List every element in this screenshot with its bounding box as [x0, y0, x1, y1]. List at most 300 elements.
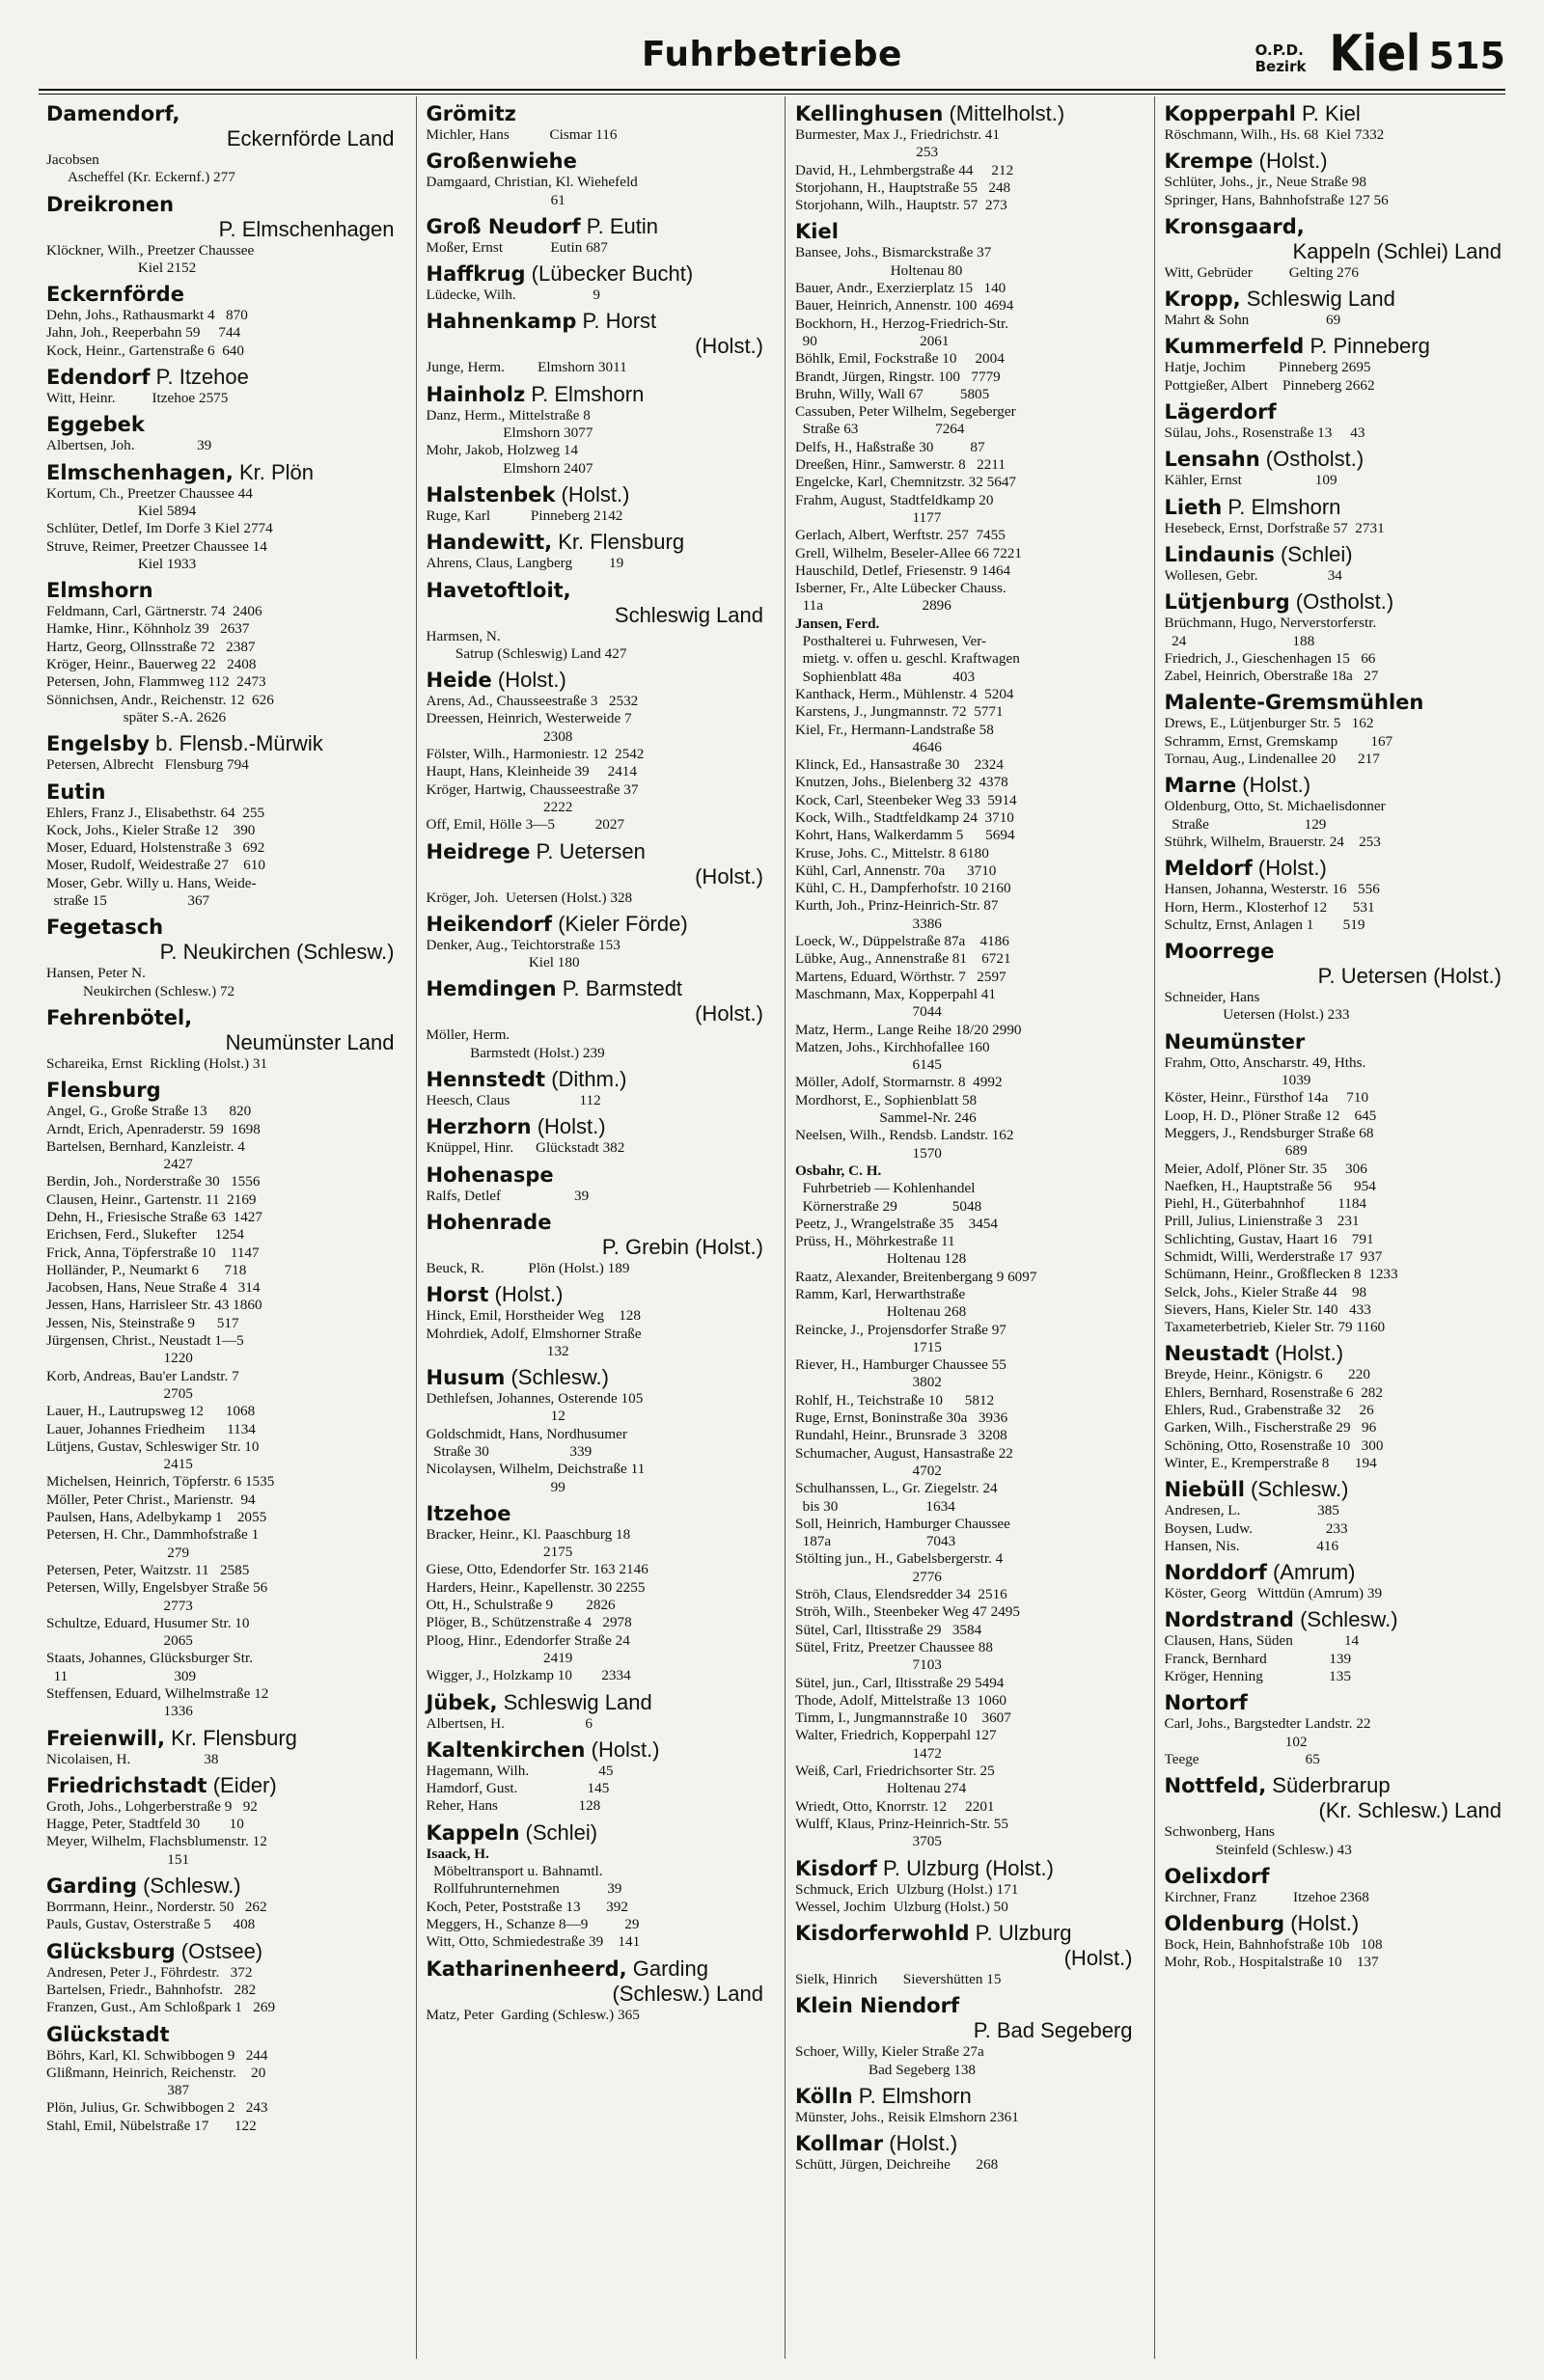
listing-entry: Ascheffel (Kr. Eckernf.) 277: [46, 169, 235, 186]
place-heading: [1165, 1607, 1503, 1632]
place-name: Heidrege: [426, 839, 531, 863]
place-heading: [1165, 1911, 1503, 1936]
listing-entry: Hagge, Peter, Stadtfeld 30 10: [46, 1816, 244, 1833]
listing-entry: Ströh, Claus, Elendsredder 34 2516: [795, 1586, 1007, 1603]
listing-entry: 3802: [795, 1374, 942, 1391]
place-suffix: (Holst.): [883, 2131, 958, 2156]
place-heading: [427, 1235, 764, 1260]
listing-entry: 7044: [795, 1003, 942, 1021]
place-suffix: P. Bad Segeberg: [973, 2018, 1133, 2043]
header-rule-thin: [39, 94, 1505, 95]
listing-entry: Schmuck, Erich Ulzburg (Holst.) 171: [795, 1880, 1019, 1898]
place-heading: [46, 1874, 395, 1899]
listing-entry: Clausen, Hans, Süden 14: [1164, 1632, 1360, 1650]
place-heading: [427, 1820, 764, 1846]
listing-entry: Andresen, L. 385: [1164, 1502, 1339, 1519]
listing-entry: Kock, Johs., Kieler Straße 12 390: [46, 821, 256, 838]
place-suffix: (Dithm.): [545, 1067, 627, 1092]
listing-entry: 2705: [46, 1384, 193, 1402]
listing-entry: Körnerstraße 29 5048: [795, 1197, 982, 1215]
listing-entry: Lübke, Aug., Annenstraße 81 6721: [795, 950, 1011, 968]
place-heading: [427, 1210, 764, 1235]
listing-entry: Bansee, Johs., Bismarckstraße 37: [795, 244, 992, 261]
listing-entry: Pottgießer, Albert Pinneberg 2662: [1164, 376, 1375, 394]
place-heading: [427, 839, 764, 864]
place-name: Havetoftloit,: [426, 578, 571, 602]
listing-entry: Kröger, Henning 135: [1164, 1668, 1351, 1685]
place-name: Horst: [426, 1283, 489, 1307]
listing-entry: Michler, Hans Cismar 116: [426, 126, 618, 143]
listing-entry: Ramm, Karl, Herwarthstraße: [795, 1286, 966, 1302]
place-name: Moorrege: [1164, 940, 1275, 964]
listing-entry: Hamdorf, Gust. 145: [426, 1780, 610, 1797]
listing-entry: Meyer, Wilhelm, Flachsblumenstr. 12: [46, 1833, 267, 1850]
listing-entry: Satrup (Schleswig) Land 427: [426, 644, 627, 662]
listing-entry: Ott, H., Schulstraße 9 2826: [426, 1597, 616, 1614]
place-heading: [795, 1946, 1133, 1971]
place-name: Heide: [426, 669, 492, 693]
listing-entry: Mordhorst, E., Sophienblatt 58: [795, 1091, 978, 1108]
listing-entry: 2308: [426, 727, 573, 745]
listing-entry: Steinfeld (Schlesw.) 43: [1164, 1841, 1352, 1858]
listing-entry: Groth, Johs., Lohgerberstraße 9 92: [46, 1797, 258, 1815]
page-number: 515: [1428, 35, 1505, 77]
place-name: Norddorf: [1164, 1561, 1267, 1585]
listing-entry: 2415: [46, 1456, 193, 1473]
listing-entry: Holtenau 128: [795, 1250, 967, 1268]
listing-entry: Zabel, Heinrich, Oberstraße 18a 27: [1164, 668, 1379, 685]
place-heading: [427, 1282, 764, 1307]
listing-entry: Hatje, Jochim Pinneberg 2695: [1164, 359, 1371, 376]
listing-entry: Ehlers, Rud., Grabenstraße 32 26: [1164, 1402, 1374, 1419]
listing-entry: Dehn, H., Friesische Straße 63 1427: [46, 1208, 262, 1225]
place-suffix: (Schlesw.) Land: [612, 1981, 763, 2006]
listing-entry: Arndt, Erich, Apenraderstr. 59 1698: [46, 1120, 261, 1137]
place-heading: [427, 309, 764, 334]
place-suffix: (Holst.): [585, 1737, 660, 1762]
place-heading: [1165, 939, 1503, 964]
listing-entry: Moser, Rudolf, Weidestraße 27 610: [46, 857, 265, 874]
listing-entry: Damgaard, Christian, Kl. Wiehefeld: [426, 174, 638, 191]
place-heading: [795, 2084, 1133, 2109]
listing-entry: Sammel-Nr. 246: [795, 1109, 977, 1127]
opd-line-1: O.P.D.: [1254, 41, 1304, 59]
listing-entry: Frahm, Otto, Anscharstr. 49, Hths.: [1164, 1053, 1366, 1071]
place-name: Lensahn: [1164, 448, 1260, 472]
listing-entry: Sülau, Johs., Rosenstraße 13 43: [1164, 424, 1365, 442]
listing-entry: 132: [426, 1342, 569, 1359]
listing-entry: Petersen, H. Chr., Dammhofstraße 1: [46, 1526, 260, 1544]
place-heading: [1165, 542, 1503, 567]
place-heading: [795, 219, 1133, 244]
place-heading: [427, 334, 764, 359]
place-suffix: (Lübecker Bucht): [525, 261, 694, 287]
place-heading: [427, 1737, 764, 1763]
listing-entry: Böhrs, Karl, Kl. Schwibbogen 9 244: [46, 2046, 268, 2064]
place-heading: [427, 530, 764, 555]
listing-entry: Denker, Aug., Teichtorstraße 153: [426, 936, 620, 953]
place-name: Elmshorn: [46, 579, 153, 603]
listing-entry: Martens, Eduard, Wörthstr. 7 2597: [795, 968, 1006, 985]
listing-entry: Klöckner, Wilh., Preetzer Chaussee: [46, 241, 255, 259]
place-heading: [795, 101, 1133, 126]
listing-entry: Witt, Gebrüder Gelting 276: [1164, 263, 1359, 281]
place-heading: [427, 578, 764, 603]
listing-entry: Hansen, Johanna, Westerstr. 16 556: [1164, 881, 1380, 898]
place-name: Kiel: [795, 220, 839, 244]
place-name: Haffkrug: [426, 262, 526, 287]
place-heading: [1165, 334, 1503, 359]
listing-entry: Mahrt & Sohn 69: [1164, 312, 1341, 329]
listing-entry: Delfs, H., Haßstraße 30 87: [795, 438, 985, 455]
listing-entry: Petersen, Peter, Waitzstr. 11 2585: [46, 1561, 250, 1578]
listing-entry: Kurth, Joh., Prinz-Heinrich-Str. 87: [795, 897, 999, 915]
listing-entry: Hagemann, Wilh. 45: [426, 1762, 614, 1779]
place-suffix: Eckernförde Land: [226, 126, 395, 150]
place-heading: [46, 412, 395, 437]
place-name: Oelixdorf: [1164, 1864, 1270, 1888]
listing-entry: Posthalterei u. Fuhrwesen, Ver-: [795, 633, 987, 650]
place-heading: [427, 1690, 764, 1715]
place-suffix: P. Pinneberg: [1304, 334, 1430, 359]
listing-entry: Mohr, Rob., Hospitalstraße 10 137: [1164, 1954, 1379, 1971]
column-1: [46, 96, 395, 2359]
place-heading: [427, 1163, 764, 1188]
listing-entry: Dethlefsen, Johannes, Osterende 105: [426, 1390, 644, 1408]
place-suffix: Kappeln (Schlei) Land: [1292, 238, 1502, 263]
listing-entry: Fuhrbetrieb — Kohlenhandel: [795, 1180, 976, 1197]
place-name: Lütjenburg: [1164, 590, 1290, 615]
listing-entry: Steffensen, Eduard, Wilhelmstraße 12: [46, 1685, 269, 1702]
place-name: Eggebek: [46, 413, 145, 437]
listing-entry: Oldenburg, Otto, St. Michaelisdonner: [1164, 798, 1386, 815]
listing-entry: Danz, Herm., Mittelstraße 8: [426, 406, 591, 424]
listing-entry: Wollesen, Gebr. 34: [1164, 566, 1342, 584]
listing-entry: 2773: [46, 1597, 193, 1614]
listing-entry: Köster, Georg Wittdün (Amrum) 39: [1164, 1585, 1383, 1602]
listing-entry: Wigger, J., Holzkamp 10 2334: [426, 1667, 631, 1684]
place-name: Kisdorf: [795, 1856, 877, 1880]
place-suffix: (Amrum): [1266, 1560, 1356, 1585]
listing-entry: Horn, Herm., Klosterhof 12 531: [1164, 898, 1375, 916]
place-suffix: (Ostholst.): [1289, 589, 1394, 615]
place-heading: [1165, 399, 1503, 424]
listing-entry: Raatz, Alexander, Breitenbergang 9 6097: [795, 1268, 1037, 1285]
place-suffix: P. Elmshorn: [1222, 494, 1341, 519]
place-heading: [427, 1956, 764, 1982]
listing-entry: Bruhn, Willy, Wall 67 5805: [795, 385, 990, 402]
listing-entry: Karstens, J., Jungmannstr. 72 5771: [795, 703, 1004, 721]
place-name: Heikendorf: [426, 912, 553, 936]
place-heading: [795, 2018, 1133, 2043]
listing-entry: Naefken, H., Hauptstraße 56 954: [1164, 1177, 1376, 1194]
place-name: Kronsgaard,: [1164, 214, 1305, 238]
listing-entry: Osbahr, C. H.: [795, 1162, 882, 1179]
listing-entry: Rollfuhrunternehmen 39: [426, 1880, 622, 1898]
section-title: Fuhrbetriebe: [642, 35, 902, 74]
listing-entry: Korb, Andreas, Bau'er Landstr. 7: [46, 1367, 239, 1384]
listing-entry: 2419: [426, 1649, 573, 1666]
listing-entry: 90 2061: [795, 332, 950, 349]
place-name: Lindaunis: [1164, 542, 1275, 566]
listing-entry: Rundahl, Heinr., Brunsrade 3 3208: [795, 1427, 1007, 1444]
place-heading: [427, 214, 764, 239]
place-suffix: P. Ulzburg: [969, 1921, 1072, 1946]
place-suffix: Kr. Plön: [233, 459, 314, 484]
place-name: Engelsby: [46, 732, 150, 756]
place-suffix: (Holst.): [695, 863, 763, 889]
place-heading: [46, 1726, 395, 1751]
listing-entry: Bauer, Andr., Exerzierplatz 15 140: [795, 280, 1006, 297]
listing-entry: Ruge, Ernst, Boninstraße 30a 3936: [795, 1409, 1008, 1427]
place-heading: [1165, 1773, 1503, 1798]
place-name: Grömitz: [426, 102, 516, 125]
listing-entry: Ahrens, Claus, Langberg 19: [426, 555, 624, 572]
place-name: Halstenbek: [426, 482, 556, 506]
listing-entry: 2776: [795, 1568, 942, 1585]
place-suffix: (Holst.): [531, 1114, 606, 1139]
listing-entry: Albertsen, Joh. 39: [46, 437, 212, 454]
listing-entry: Storjohann, H., Hauptstraße 55 248: [795, 178, 1011, 196]
listing-entry: Matzen, Johs., Kirchhofallee 160: [795, 1038, 990, 1055]
listing-entry: Riever, H., Hamburger Chaussee 55: [795, 1356, 1006, 1374]
listing-entry: Moßer, Ernst Eutin 687: [426, 238, 608, 256]
listing-entry: Sütel, jun., Carl, Iltisstraße 29 5494: [795, 1674, 1005, 1691]
listing-columns: [46, 96, 1502, 2359]
listing-entry: Straße 30 339: [426, 1442, 593, 1460]
place-name: Eckernförde: [46, 283, 184, 307]
place-name: Handewitt,: [426, 531, 553, 555]
place-heading: [1165, 101, 1503, 126]
listing-entry: Sielk, Hinrich Sievershütten 15: [795, 1971, 1002, 1988]
place-heading: [46, 365, 395, 390]
listing-entry: Franck, Bernhard 139: [1164, 1650, 1352, 1667]
place-heading: [427, 1982, 764, 2007]
listing-entry: Struve, Reimer, Preetzer Chaussee 14: [46, 537, 267, 555]
place-suffix: P. Barmstedt: [556, 976, 683, 1001]
listing-entry: Schumacher, August, Hansastraße 22: [795, 1444, 1013, 1462]
listing-entry: Ströh, Wilh., Steenbeker Weg 47 2495: [795, 1603, 1020, 1621]
place-heading: [427, 101, 764, 126]
listing-entry: Bracker, Heinr., Kl. Paaschburg 18: [426, 1525, 631, 1543]
listing-entry: 12: [426, 1408, 565, 1425]
place-name: Nordstrand: [1164, 1608, 1294, 1632]
listing-entry: Junge, Herm. Elmshorn 3011: [426, 359, 627, 376]
listing-entry: Petersen, Willy, Engelsbyer Straße 56: [46, 1579, 268, 1597]
place-suffix: (Ostholst.): [1259, 447, 1365, 472]
listing-entry: Heesch, Claus 112: [426, 1092, 601, 1109]
place-heading: [1165, 447, 1503, 472]
listing-entry: Gerlach, Albert, Werftstr. 257 7455: [795, 527, 1006, 544]
place-name: Groß Neudorf: [426, 214, 581, 238]
listing-entry: Storjohann, Wilh., Hauptstr. 57 273: [795, 197, 1007, 214]
listing-entry: Ploog, Hinr., Edendorfer Straße 24: [426, 1631, 630, 1649]
listing-entry: Kiel 5894: [46, 502, 197, 519]
listing-entry: Erichsen, Ferd., Slukefter 1254: [46, 1226, 244, 1244]
listing-entry: Knutzen, Johs., Bielenberg 32 4378: [795, 774, 1008, 791]
listing-entry: Lauer, Johannes Friedheim 1134: [46, 1420, 256, 1437]
place-suffix: P. Eutin: [580, 213, 658, 238]
listing-entry: Peetz, J., Wrangelstraße 35 3454: [795, 1215, 998, 1232]
place-name: Hainholz: [426, 382, 526, 406]
opd-line-2: Bezirk: [1254, 58, 1307, 75]
listing-entry: Holtenau 80: [795, 261, 963, 279]
listing-entry: Walter, Friedrich, Kopperpahl 127: [795, 1727, 997, 1744]
listing-entry: 7103: [795, 1656, 942, 1674]
listing-entry: Selck, Johs., Kieler Straße 44 98: [1164, 1283, 1367, 1300]
listing-entry: Schöning, Otto, Rosenstraße 10 300: [1164, 1436, 1384, 1454]
place-name: Herzhorn: [426, 1115, 532, 1139]
listing-entry: Dreeßen, Hinr., Samwerstr. 8 2211: [795, 456, 1006, 474]
place-name: Katharinenheerd,: [426, 1956, 627, 1981]
place-name: Eutin: [46, 780, 106, 804]
place-name: Lieth: [1164, 495, 1223, 519]
place-name: Husum: [426, 1366, 506, 1390]
place-suffix: Kr. Flensburg: [164, 1725, 297, 1750]
place-suffix: Schleswig Land: [1240, 287, 1395, 312]
place-heading: [46, 1773, 395, 1798]
place-heading: [1165, 149, 1503, 174]
place-heading: [46, 2022, 395, 2047]
listing-entry: 3386: [795, 915, 942, 932]
listing-entry: 4702: [795, 1462, 942, 1479]
listing-entry: Pauls, Gustav, Osterstraße 5 408: [46, 1916, 256, 1933]
place-heading: [46, 101, 395, 126]
place-suffix: P. Horst: [576, 309, 657, 334]
place-heading: [1165, 214, 1503, 239]
listing-entry: Winter, E., Kremperstraße 8 194: [1164, 1454, 1377, 1471]
listing-entry: Arens, Ad., Chausseestraße 3 2532: [426, 693, 639, 710]
listing-entry: Jansen, Ferd.: [795, 615, 880, 632]
listing-entry: Ruge, Karl Pinneberg 2142: [426, 506, 623, 524]
listing-entry: Angel, G., Große Straße 13 820: [46, 1103, 252, 1120]
listing-entry: Isberner, Fr., Alte Lübecker Chauss.: [795, 580, 1006, 597]
listing-entry: Hauschild, Detlef, Friesenstr. 9 1464: [795, 561, 1011, 579]
listing-entry: Loeck, W., Düppelstraße 87a 4186: [795, 933, 1009, 950]
listing-entry: Kock, Heinr., Gartenstraße 6 640: [46, 342, 244, 359]
place-name: Kellinghusen: [795, 102, 944, 125]
place-suffix: P. Uetersen: [530, 838, 646, 863]
place-heading: [46, 940, 395, 965]
place-heading: [1165, 1341, 1503, 1366]
listing-entry: Borrmann, Heinr., Norderstr. 50 262: [46, 1899, 267, 1916]
place-suffix: (Kr. Schlesw.) Land: [1318, 1798, 1502, 1823]
listing-entry: Jessen, Nis, Steinstraße 9 517: [46, 1314, 239, 1331]
listing-entry: Staats, Johannes, Glücksburger Str.: [46, 1650, 254, 1667]
place-heading: [795, 2131, 1133, 2156]
place-heading: [1165, 495, 1503, 520]
place-name: Marne: [1164, 774, 1237, 798]
listing-entry: Reincke, J., Projensdorfer Straße 97: [795, 1321, 1006, 1338]
listing-entry: 1570: [795, 1144, 942, 1162]
listing-entry: Goldschmidt, Hans, Nordhusumer: [426, 1425, 627, 1442]
listing-entry: Soll, Heinrich, Hamburger Chaussee: [795, 1515, 1010, 1532]
place-heading: [427, 864, 764, 889]
place-name: Jübek,: [426, 1690, 498, 1714]
listing-entry: 1039: [1164, 1072, 1311, 1089]
listing-entry: Böhlk, Emil, Fockstraße 10 2004: [795, 350, 1005, 368]
listing-entry: Kähler, Ernst 109: [1164, 472, 1337, 489]
listing-entry: 3705: [795, 1833, 942, 1850]
column-2: [416, 96, 764, 2359]
listing-entry: Taxameterbetrieb, Kieler Str. 79 1160: [1164, 1319, 1386, 1336]
place-suffix: (Holst.): [1252, 856, 1327, 881]
place-suffix: b. Flensb.-Mürwik: [150, 731, 323, 756]
place-heading: [46, 780, 395, 805]
place-name: Hohenrade: [426, 1210, 552, 1234]
place-name: Fegetasch: [46, 916, 164, 940]
listing-entry: 1336: [46, 1703, 193, 1720]
listing-entry: Jacobsen, Hans, Neue Straße 4 314: [46, 1279, 261, 1297]
listing-entry: Giese, Otto, Edendorfer Str. 163 2146: [426, 1561, 648, 1578]
place-heading: [427, 603, 764, 628]
place-heading: [427, 261, 764, 287]
place-heading: [1165, 964, 1503, 989]
place-heading: [427, 382, 764, 407]
place-suffix: (Schlesw.): [136, 1874, 241, 1899]
place-name: Kollmar: [795, 2132, 884, 2156]
listing-entry: Hinck, Emil, Horstheider Weg 128: [426, 1307, 641, 1325]
listing-entry: Albertsen, H. 6: [426, 1714, 593, 1732]
listing-entry: Jessen, Hans, Harrisleer Str. 43 1860: [46, 1297, 262, 1314]
listing-entry: Michelsen, Heinrich, Töpferstr. 6 1535: [46, 1473, 275, 1491]
listing-entry: mietg. v. offen u. geschl. Kraftwagen: [795, 650, 1020, 668]
place-suffix: (Eider): [207, 1772, 277, 1797]
place-suffix: (Holst.): [695, 334, 763, 359]
listing-entry: Schlichting, Gustav, Haart 16 791: [1164, 1230, 1374, 1247]
listing-entry: Hartz, Georg, Ollnsstraße 72 2387: [46, 638, 256, 655]
listing-entry: 11 309: [46, 1667, 197, 1684]
listing-entry: Koch, Peter, Poststraße 13 392: [426, 1898, 628, 1915]
place-name: Glückstadt: [46, 2022, 170, 2046]
place-name: Lägerdorf: [1164, 400, 1277, 424]
listing-entry: 279: [46, 1544, 190, 1561]
listing-entry: Fölster, Wilh., Harmoniestr. 12 2542: [426, 746, 645, 763]
listing-entry: Elmshorn 3077: [426, 424, 593, 442]
listing-entry: Knüppel, Hinr. Glückstadt 382: [426, 1139, 625, 1157]
listing-entry: Bauer, Heinrich, Annenstr. 100 4694: [795, 297, 1014, 315]
place-name: Neustadt: [1164, 1342, 1270, 1366]
listing-entry: 2175: [426, 1544, 573, 1561]
listing-entry: bis 30 1634: [795, 1497, 955, 1515]
listing-entry: Schümann, Heinr., Großflecken 8 1233: [1164, 1266, 1398, 1283]
place-name: Hohenaspe: [426, 1163, 554, 1187]
listing-entry: Clausen, Heinr., Gartenstr. 11 2169: [46, 1190, 257, 1208]
listing-entry: Weiß, Carl, Friedrichsorter Str. 25: [795, 1763, 995, 1780]
header-rule: [39, 89, 1505, 91]
place-suffix: (Schlei): [519, 1819, 598, 1845]
listing-entry: Sütel, Fritz, Preetzer Chaussee 88: [795, 1638, 993, 1655]
place-heading: [1165, 773, 1503, 798]
listing-entry: Drews, E., Lütjenburger Str. 5 162: [1164, 715, 1374, 732]
listing-entry: Boysen, Ludw. 233: [1164, 1519, 1348, 1537]
place-name: Hennstedt: [426, 1068, 546, 1092]
listing-entry: Sönnichsen, Andr., Reichenstr. 12 626: [46, 691, 274, 708]
listing-entry: Kröger, Hartwig, Chausseestraße 37: [426, 780, 639, 798]
place-name: Krempe: [1164, 150, 1254, 174]
place-name: Oldenburg: [1164, 1912, 1285, 1936]
listing-entry: Sütel, Carl, Iltisstraße 29 3584: [795, 1621, 982, 1638]
listing-entry: Sievers, Hans, Kieler Str. 140 433: [1164, 1300, 1371, 1318]
listing-entry: Rohlf, H., Teichstraße 10 5812: [795, 1391, 995, 1409]
listing-entry: Kröger, Joh. Uetersen (Holst.) 328: [426, 889, 633, 906]
place-name: Nottfeld,: [1164, 1774, 1267, 1798]
listing-entry: später S.-A. 2626: [46, 708, 227, 725]
listing-entry: Hesebeck, Ernst, Dorfstraße 57 2731: [1164, 519, 1385, 536]
listing-entry: Schoer, Willy, Kieler Straße 27a: [795, 2043, 984, 2061]
listing-entry: Sophienblatt 48a 403: [795, 668, 976, 685]
listing-entry: Wriedt, Otto, Knorrstr. 12 2201: [795, 1797, 995, 1815]
